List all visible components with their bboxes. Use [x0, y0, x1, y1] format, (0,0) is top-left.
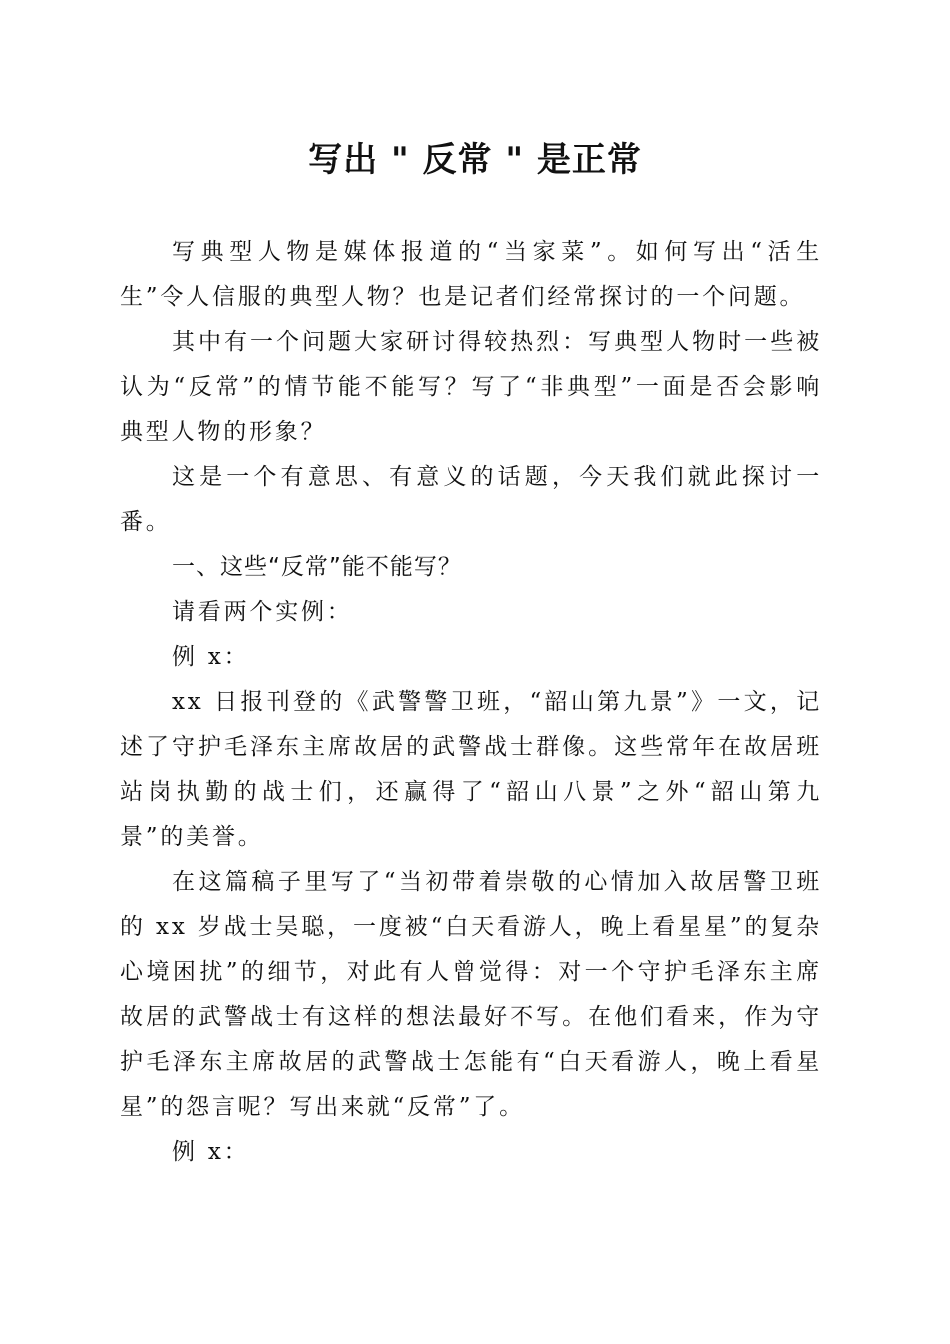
- paragraph: 在这篇稿子里写了“当初带着崇敬的心情加入故居警卫班的 xx 岁战士吴聪，一度被“白天看游人，晚上看星星”的复杂心境困扰”的细节，对此有人曾觉得：对一个守护毛泽东主席故居的武警战士有这样的想法最好不写。在他们看来，作为守护毛泽东主席故居的武警战士怎能有“白天看游人，晚上看星星”的怨言呢？写出来就“反常”了。: [120, 869, 822, 1120]
- paragraph: 写典型人物是媒体报道的“当家菜”。如何写出“活生生”令人信服的典型人物？也是记者们经常探讨的一个问题。: [120, 239, 822, 310]
- example-label: 例 x：: [172, 1139, 250, 1165]
- example-label: 例 x：: [172, 644, 250, 670]
- paragraph: xx 日报刊登的《武警警卫班，“韶山第九景”》一文，记述了守护毛泽东主席故居的武警战士群像。这些常年在故居班站岗执勤的战士们，还赢得了“韶山八景”之外“韶山第九景”的美誉。: [120, 689, 822, 850]
- paragraph: 其中有一个问题大家研讨得较热烈：写典型人物时一些被认为“反常”的情节能不能写？写了“非典型”一面是否会影响典型人物的形象？: [120, 329, 822, 445]
- paragraph: 这是一个有意思、有意义的话题，今天我们就此探讨一番。: [120, 464, 822, 535]
- intro-line: 请看两个实例：: [172, 599, 353, 625]
- document-body: [120, 230, 822, 1175]
- document-title: 写出 " 反常 " 是正常: [308, 140, 642, 180]
- section-heading: 一、这些“反常”能不能写？: [172, 554, 462, 580]
